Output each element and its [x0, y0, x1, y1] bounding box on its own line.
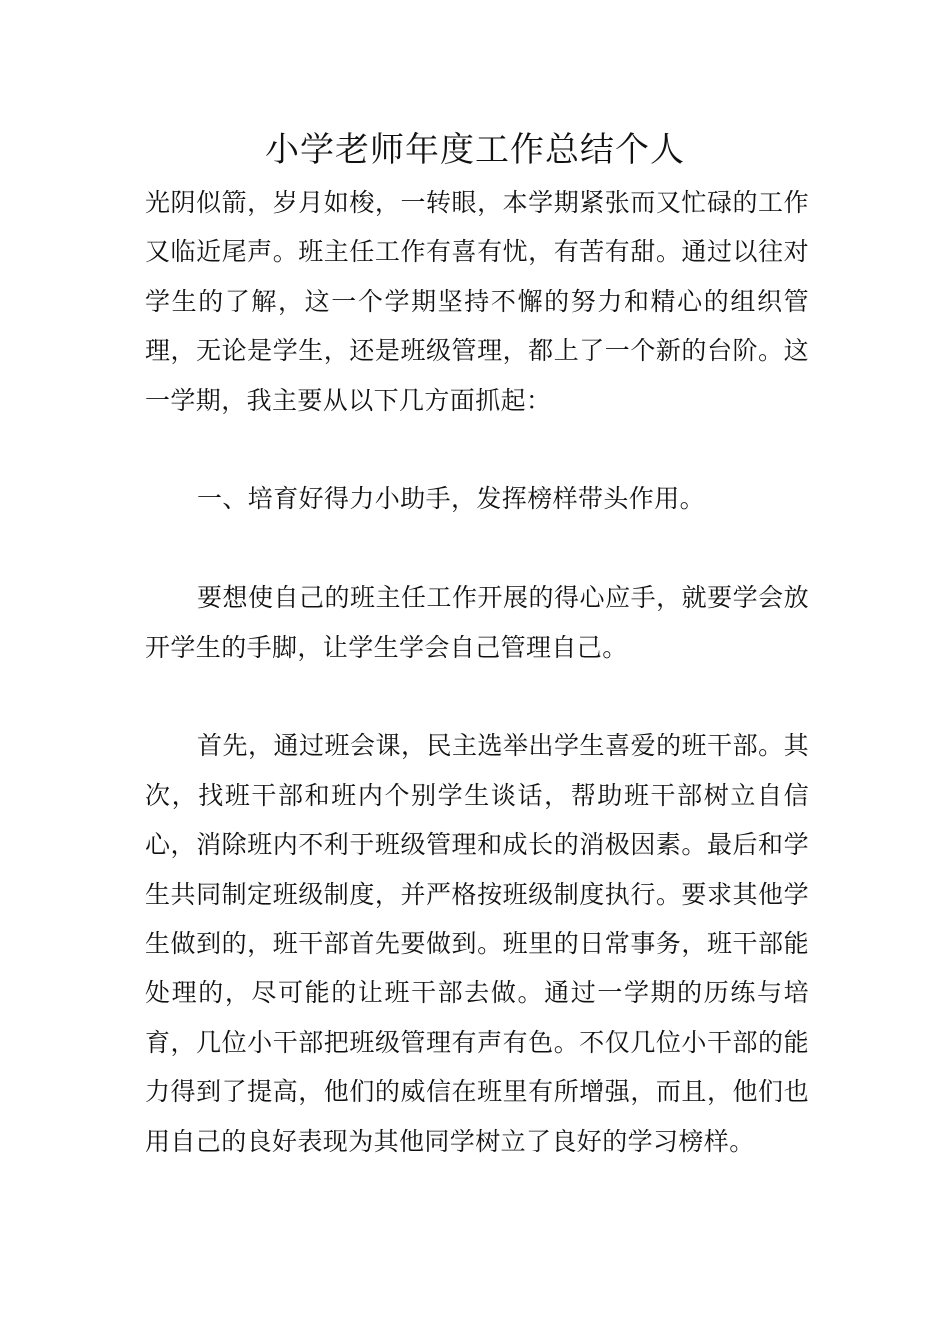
paragraph-spacer	[145, 425, 809, 474]
body-paragraph: 要想使自己的班主任工作开展的得心应手，就要学会放开学生的手脚，让学生学会自己管理自己。	[145, 583, 809, 662]
paragraph-spacer	[145, 524, 809, 573]
body-paragraph: 首先，通过班会课，民主选举出学生喜爱的班干部。其次，找班干部和班内个别学生谈话，帮助班干部树立自信心，消除班内不利于班级管理和成长的消极因素。最后和学生共同制定班级制度，并严格按班级制度执行。要求其他学生做到的，班干部首先要做到。班里的日常事务，班干部能处理的，尽可能的让班干部去做。通过一学期的历练与培育，几位小干部把班级管理有声有色。不仅几位小干部的能力得到了提高，他们的威信在班里有所增强，而且，他们也用自己的良好表现为其他同学树立了良好的学习榜样。	[145, 731, 809, 1156]
intro-paragraph: 光阴似箭，岁月如梭，一转眼，本学期紧张而又忙碌的工作又临近尾声。班主任工作有喜有忧，有苦有甜。通过以往对学生的了解，这一个学期坚持不懈的努力和精心的组织管理，无论是学生，还是班级管理，都上了一个新的台阶。这一学期，我主要从以下几方面抓起：	[145, 188, 809, 415]
document-title: 小学老师年度工作总结个人	[265, 130, 685, 170]
paragraph-spacer	[145, 672, 809, 721]
section-heading: 一、培育好得力小助手，发挥榜样带头作用。	[197, 484, 706, 514]
document-body	[145, 178, 809, 1166]
